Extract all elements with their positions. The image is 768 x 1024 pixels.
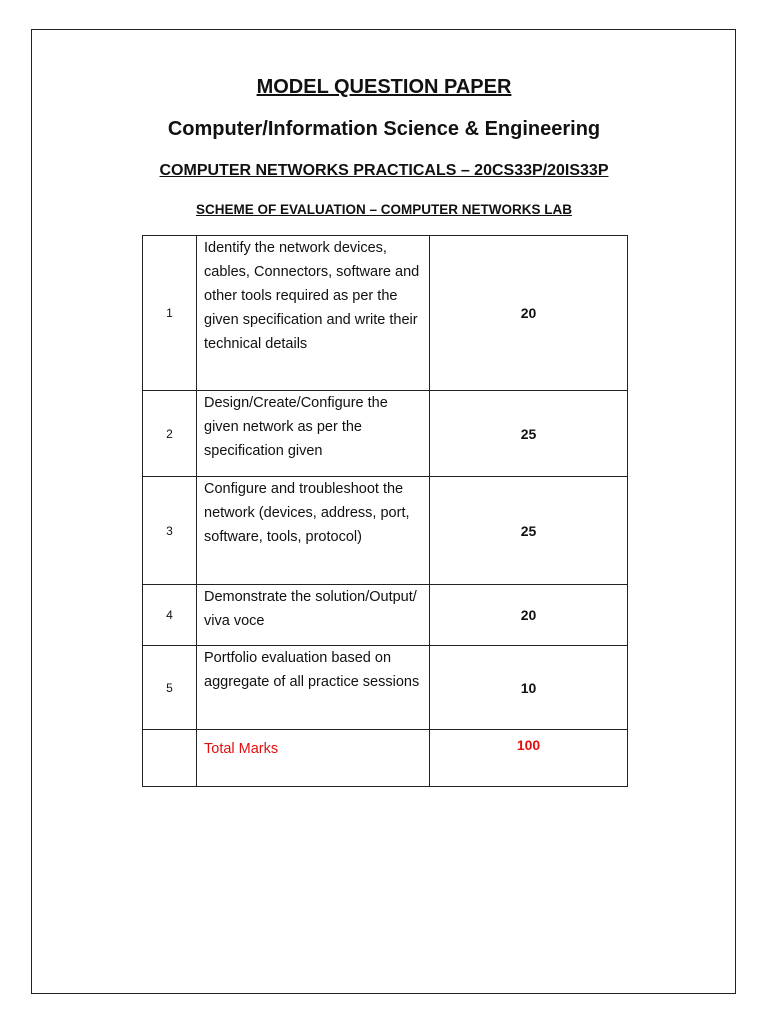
table-row [143, 585, 628, 646]
row-marks: 25 [430, 477, 628, 585]
row-marks: 20 [430, 585, 628, 646]
table-row [143, 477, 628, 585]
table-row [143, 646, 628, 730]
row-description-text: Design/Create/Configure the given network as per the specification given [204, 395, 388, 459]
row-marks: 20 [430, 236, 628, 391]
department-heading: Computer/Information Science & Engineering [167, 118, 601, 140]
row-number: 2 [143, 391, 197, 477]
row-number: 5 [143, 646, 197, 730]
row-number: 1 [143, 236, 197, 391]
row-marks: 25 [430, 391, 628, 477]
row-marks: 10 [430, 646, 628, 730]
course-heading: COMPUTER NETWORKS PRACTICALS – 20CS33P/20IS33P [159, 162, 609, 179]
row-description-text: Identify the network devices, cables, Connectors, software and other tools required as per the given specification and write their technical details [204, 240, 420, 352]
total-row [143, 730, 628, 787]
row-description-text: Demonstrate the solution/Output/ viva voce [204, 589, 417, 629]
row-number: 4 [143, 585, 197, 646]
row-description [197, 391, 430, 477]
row-description-text: Configure and troubleshoot the network (devices, address, port, software, tools, protocol) [204, 481, 410, 545]
total-label: Total Marks [204, 741, 279, 757]
paper-title: MODEL QUESTION PAPER [256, 76, 512, 98]
row-description [197, 236, 430, 391]
row-description [197, 477, 430, 585]
evaluation-table [142, 235, 628, 787]
row-description-text: Portfolio evaluation based on aggregate of all practice sessions [204, 650, 420, 690]
table-row [143, 391, 628, 477]
table-row [143, 236, 628, 391]
row-description [197, 585, 430, 646]
total-label-cell [197, 730, 430, 787]
total-marks: 100 [430, 730, 628, 787]
row-number: 3 [143, 477, 197, 585]
total-row-number [143, 730, 197, 787]
row-description [197, 646, 430, 730]
scheme-heading: SCHEME OF EVALUATION – COMPUTER NETWORKS LAB [195, 202, 572, 217]
